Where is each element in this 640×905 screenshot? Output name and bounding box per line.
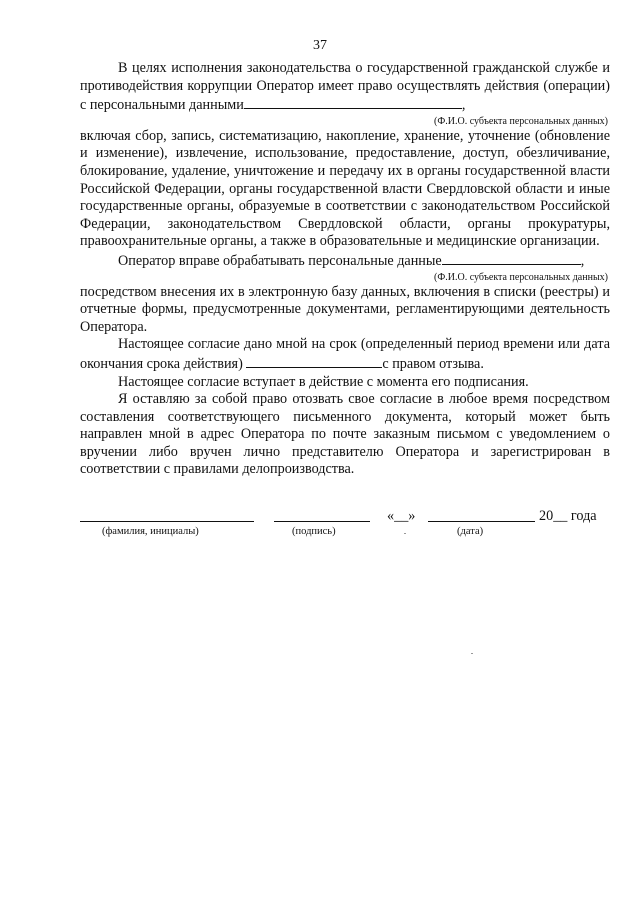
subject-name-caption-1: (Ф.И.О. субъекта персональных данных) xyxy=(434,115,608,127)
paragraph-operations: включая сбор, запись, систематизацию, накопление, хранение, уточнение (обновление и изменение), извлечение, использование, предоставление, доступ, обезличивание, блокирование, удаление, уничтожение и передачу их в органы государственной власти Российской Федерации, органы государственной власти Свердловской области и иные государственные органы, образуемые в соответствии с законодательством Российской Федерации, законодательством Свердловской области, органы прокуратуры, правоохранительные органы, а также в образовательные и медицинские организации. xyxy=(80,127,610,250)
subject-name-caption-2: (Ф.И.О. субъекта персональных данных) xyxy=(434,271,608,283)
processing-intro: Оператор вправе обрабатывать персональные данные xyxy=(118,252,442,269)
page-number: 37 xyxy=(313,38,327,53)
subject-name-blank-2[interactable] xyxy=(442,251,581,265)
purpose-intro: В целях исполнения законодательства о государственной гражданской службе и противодействия коррупции Оператор имеет право осуществлять действия (операции) с персональными данными xyxy=(80,60,610,114)
signature-line[interactable] xyxy=(274,521,370,522)
paragraph-term xyxy=(80,336,610,373)
paragraph-revocation: Я оставляю за собой право отозвать свое согласие в любое время посредством составления соответствующего письменного документа, который может быть направлен мной в адрес Оператора по почте заказным письмом с уведомлением о вручении либо вручен лично представителю Оператора и зарегистрирован в соответствии с правилами делопроизводства. xyxy=(80,391,610,478)
paragraph-effective: Настоящее согласие вступает в действие с момента его подписания. xyxy=(118,373,529,390)
name-label: (фамилия, инициалы) xyxy=(102,526,199,537)
consent-text xyxy=(80,60,610,479)
subject-name-blank-1[interactable] xyxy=(244,95,462,109)
date-label: (дата) xyxy=(457,526,484,537)
paragraph-processing: Оператор вправе обрабатывать персональные данные , xyxy=(118,252,585,269)
term-blank[interactable] xyxy=(246,354,382,368)
term-intro: Настоящее согласие дано мной на срок (определенный период времени или дата окончания срока действия) xyxy=(80,336,610,372)
name-line[interactable] xyxy=(80,521,254,522)
paragraph-databases: посредством внесения их в электронную базу данных, включения в списки (реестры) и отчетные формы, предусмотренные документами, регламентирующими деятельность Оператора. xyxy=(80,283,610,335)
date-year: 20__ года xyxy=(539,508,597,524)
scan-speck xyxy=(404,533,406,534)
signature-label: (подпись) xyxy=(292,526,336,537)
scan-speck xyxy=(471,653,473,654)
term-tail: с правом отзыва. xyxy=(382,355,484,372)
date-day: «__» xyxy=(387,508,416,524)
date-month-line[interactable] xyxy=(428,521,535,522)
paragraph-purpose: В целях исполнения законодательства о государственной гражданской службе и противодействия коррупции Оператор имеет право осуществлять действия (операции) с персональными данными , xyxy=(80,60,610,114)
signature-block xyxy=(80,508,610,544)
